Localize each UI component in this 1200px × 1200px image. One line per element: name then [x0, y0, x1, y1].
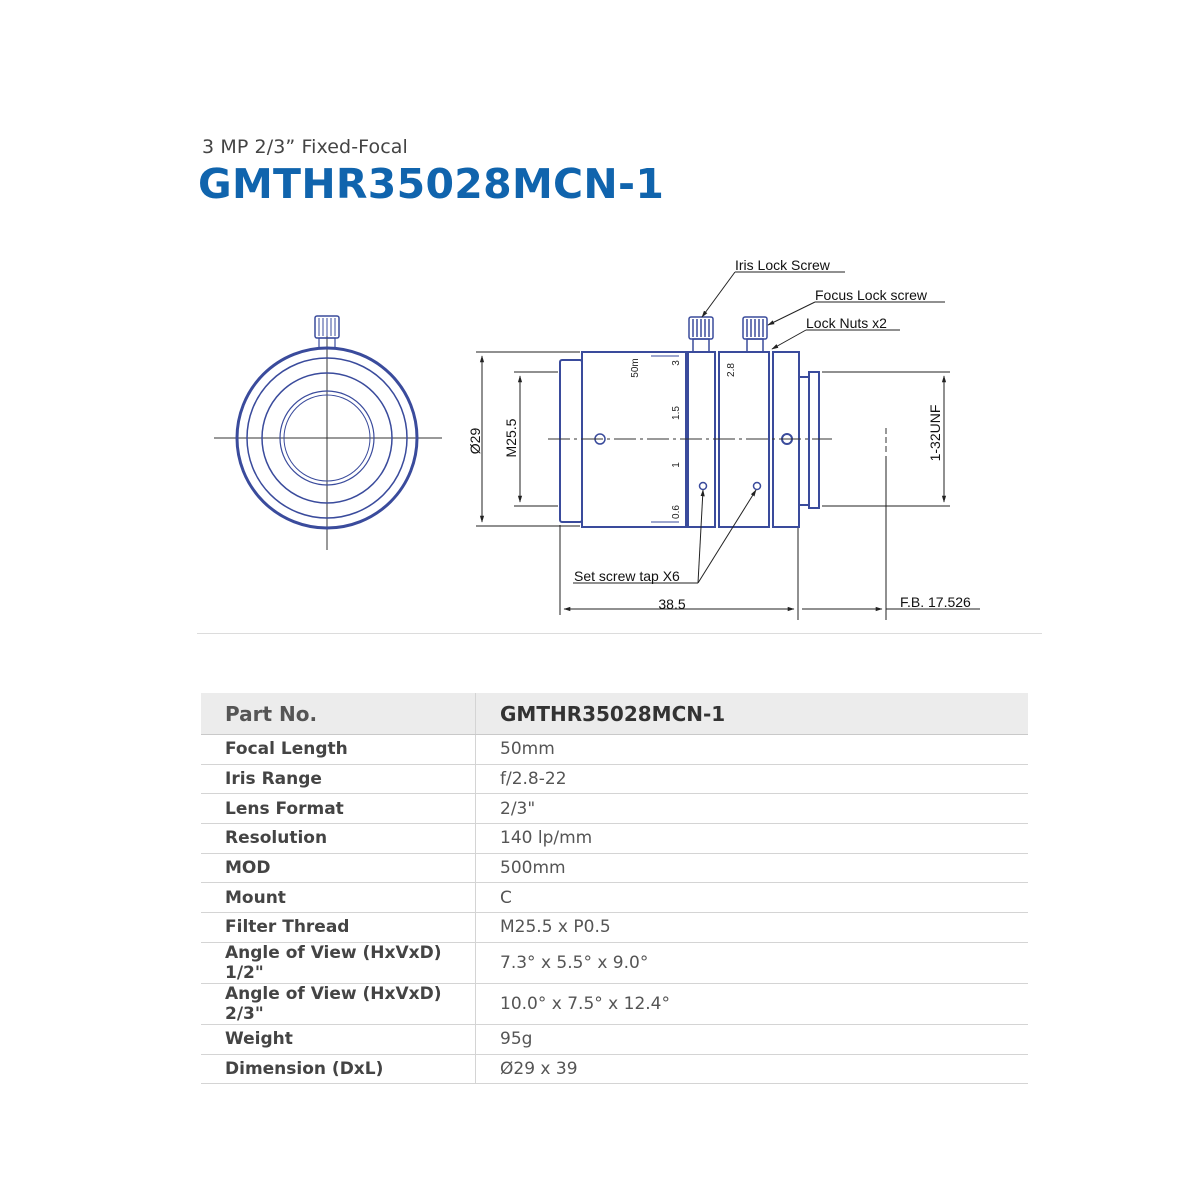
spec-row: [201, 824, 1028, 854]
set-screw-label: Set screw tap X6: [574, 568, 680, 584]
lock-nuts-label: Lock Nuts x2: [806, 315, 887, 331]
flange-back-label: F.B. 17.526: [900, 594, 971, 610]
spec-value: f/2.8-22: [476, 764, 1029, 794]
spec-value: C: [476, 883, 1029, 913]
spec-value: 2/3": [476, 794, 1029, 824]
spec-value: Ø29 x 39: [476, 1054, 1029, 1084]
spec-value: 10.0° x 7.5° x 12.4°: [476, 983, 1029, 1024]
spec-key: Resolution: [201, 824, 476, 854]
front-view: [214, 316, 442, 550]
focus-lock-screw: [743, 317, 767, 352]
scale-mark: 1: [671, 462, 682, 468]
spec-row: [201, 1054, 1028, 1084]
iris-lock-screw: [689, 317, 713, 352]
mount-thread-label: 1-32UNF: [927, 404, 943, 462]
spec-value: 500mm: [476, 853, 1029, 883]
spec-key: Lens Format: [201, 794, 476, 824]
spec-row: [201, 764, 1028, 794]
scale-mark: 50m: [630, 358, 641, 378]
spec-key: Weight: [201, 1024, 476, 1054]
length-label: 38.5: [658, 596, 686, 612]
spec-row: [201, 942, 1028, 983]
spec-row: [201, 913, 1028, 943]
spec-key: Mount: [201, 883, 476, 913]
spec-value: 95g: [476, 1024, 1029, 1054]
spec-key: Dimension (DxL): [201, 1054, 476, 1084]
spec-header-key: Part No.: [201, 693, 476, 735]
spec-row: [201, 853, 1028, 883]
spec-key: Angle of View (HxVxD) 2/3": [201, 983, 476, 1024]
spec-key: MOD: [201, 853, 476, 883]
spec-value: 50mm: [476, 735, 1029, 765]
spec-table: [201, 693, 1028, 1084]
scale-mark: 0.6: [671, 505, 682, 519]
spec-row: [201, 794, 1028, 824]
spec-key: Angle of View (HxVxD) 1/2": [201, 942, 476, 983]
spec-header-row: [201, 693, 1028, 735]
focus-lock-screw-label: Focus Lock screw: [815, 287, 928, 303]
section-divider: [197, 633, 1042, 634]
spec-key: Focal Length: [201, 735, 476, 765]
spec-key: Iris Range: [201, 764, 476, 794]
scale-mark: 1.5: [671, 406, 682, 420]
diameter-label: Ø29: [467, 427, 483, 455]
spec-row: [201, 983, 1028, 1024]
spec-value: 140 lp/mm: [476, 824, 1029, 854]
scale-mark: 3: [671, 360, 682, 366]
spec-row: [201, 1024, 1028, 1054]
filter-thread-label: M25.5: [503, 418, 519, 458]
side-view: [560, 317, 819, 527]
spec-key: Filter Thread: [201, 913, 476, 943]
product-title: GMTHR35028MCN-1: [198, 160, 665, 208]
iris-lock-screw-label: Iris Lock Screw: [735, 257, 830, 273]
iris-mark: 2.8: [726, 363, 737, 377]
spec-header-value: GMTHR35028MCN-1: [476, 693, 1029, 735]
spec-row: [201, 735, 1028, 765]
product-subtitle: 3 MP 2/3” Fixed-Focal: [202, 136, 408, 158]
callout-leaders: [573, 272, 945, 583]
spec-row: [201, 883, 1028, 913]
spec-value: 7.3° x 5.5° x 9.0°: [476, 942, 1029, 983]
spec-value: M25.5 x P0.5: [476, 913, 1029, 943]
